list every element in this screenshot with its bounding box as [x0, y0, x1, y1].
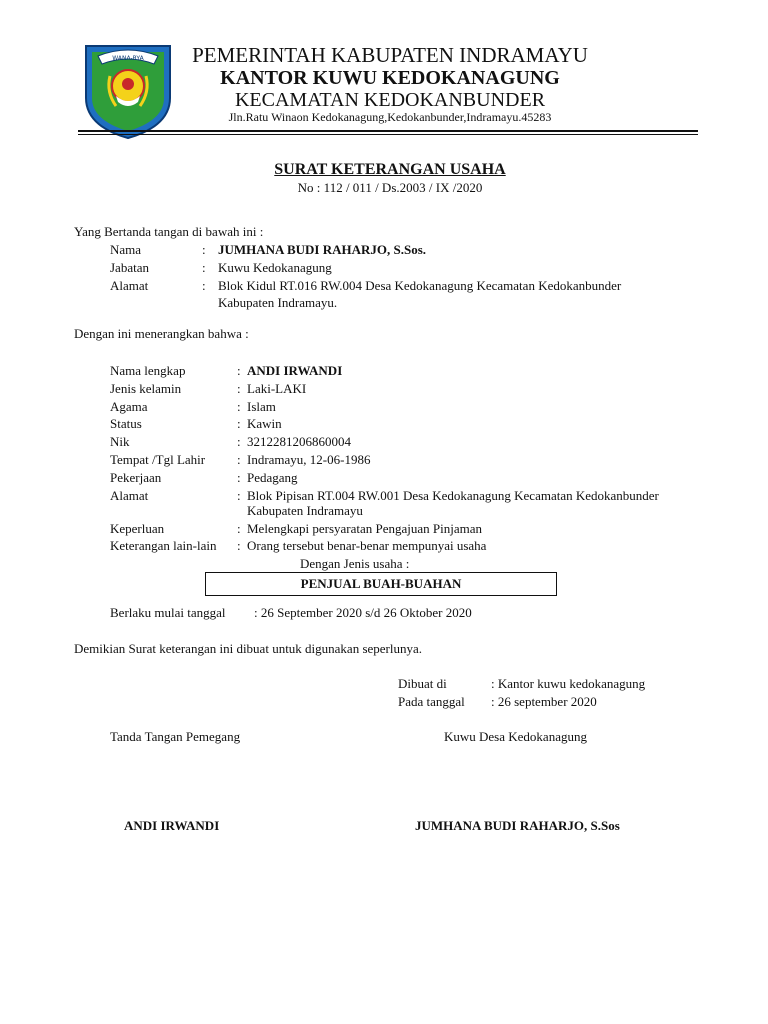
colon: : [237, 488, 241, 503]
signer-position-label: Jabatan [110, 260, 149, 275]
subject-religion-value: Islam [247, 399, 276, 414]
colon: : [237, 363, 241, 378]
colon: : [237, 538, 241, 553]
closing-text: Demikian Surat keterangan ini dibuat untuk digunakan seperlunya. [74, 641, 423, 656]
subject-notes-label: Keterangan lain-lain [110, 538, 217, 553]
business-type-box: PENJUAL BUAH-BUAHAN [205, 572, 557, 596]
colon: : [237, 381, 241, 396]
official-signature-title: Kuwu Desa Kedokanagung [444, 729, 587, 744]
colon: : [202, 242, 206, 257]
subject-religion-label: Agama [110, 399, 148, 414]
subject-nik-label: Nik [110, 434, 130, 449]
subject-address-line2: Kabupaten Indramayu [247, 503, 363, 518]
subject-notes-value: Orang tersebut benar-benar mempunyai usaha [247, 538, 487, 553]
colon: : [237, 434, 241, 449]
header-district: KECAMATAN KEDOKANBUNDER [234, 89, 546, 111]
intro-text: Yang Bertanda tangan di bawah ini : [74, 224, 264, 239]
colon: : [237, 416, 241, 431]
colon: : [202, 278, 206, 293]
subject-address-label: Alamat [110, 488, 149, 503]
header-government: PEMERINTAH KABUPATEN INDRAMAYU [192, 43, 588, 67]
colon: : [237, 470, 241, 485]
subject-occupation-value: Pedagang [247, 470, 298, 485]
header-office: KANTOR KUWU KEDOKANAGUNG [220, 67, 560, 89]
subject-gender-label: Jenis kelamin [110, 381, 182, 396]
regional-emblem-logo [80, 40, 176, 140]
issued-date-label: Pada tanggal [398, 694, 465, 709]
subject-gender-value: Laki-LAKI [247, 381, 307, 396]
validity-label: Berlaku mulai tanggal [110, 605, 226, 620]
statement-text: Dengan ini menerangkan bahwa : [74, 326, 249, 341]
header-address: Jln.Ratu Winaon Kedokanagung,Kedokanbunder,Indramayu.45283 [228, 110, 552, 124]
business-type-label: Dengan Jenis usaha : [300, 556, 410, 571]
colon: : [202, 260, 206, 275]
signer-address-line1: Blok Kidul RT.016 RW.004 Desa Kedokanagung Kecamatan Kedokanbunder [218, 278, 622, 293]
signer-address-label: Alamat [110, 278, 149, 293]
official-signature-name: JUMHANA BUDI RAHARJO, S.Sos [415, 818, 620, 833]
colon: : [237, 521, 241, 536]
signer-address-line2: Kabupaten Indramayu. [218, 295, 338, 310]
subject-occupation-label: Pekerjaan [110, 470, 162, 485]
document-number: No : 112 / 011 / Ds.2003 / IX /2020 [297, 180, 483, 195]
issued-date-value: : 26 september 2020 [491, 694, 597, 709]
issued-place-value: : Kantor kuwu kedokanagung [491, 676, 646, 691]
subject-address-line1: Blok Pipisan RT.004 RW.001 Desa Kedokanagung Kecamatan Kedokanbunder [247, 488, 659, 503]
issued-place-label: Dibuat di [398, 676, 447, 691]
subject-name-value: ANDI IRWANDI [247, 363, 343, 378]
holder-signature-title: Tanda Tangan Pemegang [110, 729, 241, 744]
validity-value: : 26 September 2020 s/d 26 Oktober 2020 [254, 605, 472, 620]
subject-birth-label: Tempat /Tgl Lahir [110, 452, 206, 467]
subject-status-value: Kawin [247, 416, 282, 431]
document-title: SURAT KETERANGAN USAHA [274, 161, 506, 178]
colon: : [237, 399, 241, 414]
subject-status-label: Status [110, 416, 142, 431]
signer-position-value: Kuwu Kedokanagung [218, 260, 332, 275]
signer-name-label: Nama [110, 242, 142, 257]
subject-purpose-value: Melengkapi persyaratan Pengajuan Pinjaman [247, 521, 483, 536]
subject-nik-value: 3212281206860004 [247, 434, 351, 449]
emblem-banner-text: WANA-RYA [112, 55, 144, 62]
holder-signature-name: ANDI IRWANDI [124, 818, 220, 833]
colon: : [237, 452, 241, 467]
subject-birth-value: Indramayu, 12-06-1986 [247, 452, 371, 467]
subject-purpose-label: Keperluan [110, 521, 165, 536]
letterhead-rule-thick [78, 130, 698, 132]
signer-name-value: JUMHANA BUDI RAHARJO, S.Sos. [218, 242, 427, 257]
subject-name-label: Nama lengkap [110, 363, 186, 378]
letterhead-rule-thin [78, 134, 698, 135]
